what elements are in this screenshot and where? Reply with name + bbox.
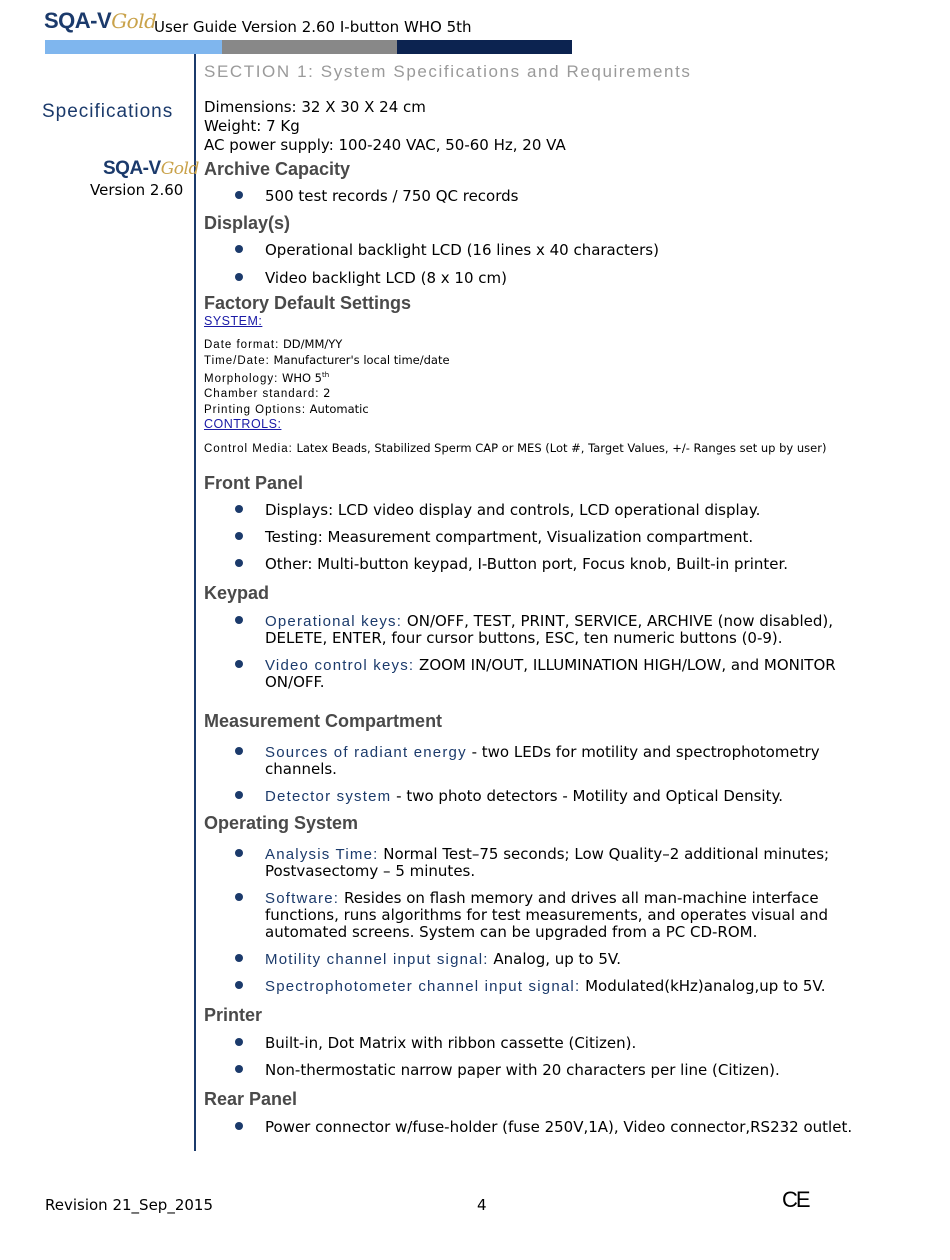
heading-displays: Display(s) (204, 213, 291, 233)
bullet-icon (235, 893, 243, 901)
setting-printing-options: Printing Options: Automatic (204, 401, 369, 416)
header-bar-light (45, 40, 222, 54)
header-logo-main: SQA-V (44, 8, 112, 33)
list-item: 500 test records / 750 QC records (204, 188, 884, 205)
heading-printer: Printer (204, 1004, 263, 1025)
list-item: Non-thermostatic narrow paper with 20 characters per line (Citizen). (204, 1062, 884, 1079)
list-item: Spectrophotometer channel input signal: Modulated(kHz)analog,up to 5V. (204, 978, 884, 995)
bullet-icon (235, 1038, 243, 1046)
list-item: Operational keys: ON/OFF, TEST, PRINT, SERVICE, ARCHIVE (now disabled), DELETE, ENTER, four cursor buttons, ESC, ten numeric buttons (0-9). (204, 613, 884, 647)
sidebar-logo-gold: Gold (160, 159, 199, 179)
bullet-icon (235, 1065, 243, 1073)
ce-mark-icon: CE (782, 1187, 809, 1212)
header-logo-gold: Gold (111, 9, 157, 33)
system-settings (204, 337, 884, 417)
heading-archive: Archive Capacity (204, 159, 351, 179)
heading-keypad: Keypad (204, 582, 270, 603)
page-number: 4 (477, 1196, 487, 1214)
basic-specs (204, 98, 884, 155)
list-item: Other: Multi-button keypad, I-Button port, Focus knob, Built-in printer. (204, 556, 884, 573)
heading-factory-defaults: Factory Default Settings (204, 293, 412, 313)
header-logo (44, 8, 156, 34)
system-label: SYSTEM: (204, 314, 263, 328)
bullet-icon (235, 505, 243, 513)
setting-chamber-standard: Chamber standard: 2 (204, 386, 331, 401)
main-content (204, 62, 884, 1136)
bullet-icon (235, 273, 243, 281)
setting-date-format: Date format: DD/MM/YY (204, 337, 343, 351)
heading-front-panel: Front Panel (204, 472, 304, 493)
document-title: User Guide Version 2.60 I-button WHO 5th (154, 18, 472, 36)
bullet-icon (235, 532, 243, 540)
bullet-icon (235, 245, 243, 253)
list-item: Motility channel input signal: Analog, up to 5V. (204, 951, 884, 968)
bullet-icon (235, 616, 243, 624)
sidebar-version: Version 2.60 (90, 181, 184, 199)
bullet-icon (235, 660, 243, 668)
spec-weight: Weight: 7 Kg (204, 117, 300, 135)
heading-rear-panel: Rear Panel (204, 1088, 298, 1109)
list-item: Sources of radiant energy - two LEDs for motility and spectrophotometry channels. (204, 744, 884, 778)
list-item: Testing: Measurement compartment, Visualization compartment. (204, 529, 884, 546)
list-item: Software: Resides on flash memory and drives all man-machine interface functions, runs algorithms for test measurements, and operates visual and automated screens. System can be upgraded from a PC CD-ROM. (204, 890, 884, 941)
setting-control-media: Control Media: Latex Beads, Stabilized Sperm CAP or MES (Lot #, Target Values, +/- Ranges set up by user) (204, 441, 827, 456)
section-title: SECTION 1: System Specifications and Requirements (204, 62, 692, 81)
header-bar-dark (397, 40, 572, 54)
controls-label: CONTROLS: (204, 417, 282, 432)
sidebar-logo (103, 158, 199, 180)
list-item: Video control keys: ZOOM IN/OUT, ILLUMINATION HIGH/LOW, and MONITOR ON/OFF. (204, 657, 884, 691)
list-item: Displays: LCD video display and controls, LCD operational display. (204, 502, 884, 519)
bullet-icon (235, 747, 243, 755)
list-item: Detector system - two photo detectors - Motility and Optical Density. (204, 788, 884, 805)
setting-morphology: Morphology: WHO 5th (204, 370, 330, 385)
bullet-icon (235, 954, 243, 962)
list-item: Video backlight LCD (8 x 10 cm) (204, 270, 884, 287)
spec-dimensions: Dimensions: 32 X 30 X 24 cm (204, 98, 426, 116)
footer-revision: Revision 21_Sep_2015 (45, 1196, 213, 1214)
spec-power: AC power supply: 100-240 VAC, 50-60 Hz, 20 VA (204, 136, 566, 154)
list-item: Operational backlight LCD (16 lines x 40 characters) (204, 242, 884, 259)
sidebar-section-label: Specifications (42, 101, 174, 122)
sidebar-divider (194, 54, 196, 1151)
bullet-icon (235, 1122, 243, 1130)
bullet-icon (235, 849, 243, 857)
sidebar-logo-main: SQA-V (103, 158, 161, 179)
bullet-icon (235, 981, 243, 989)
bullet-icon (235, 791, 243, 799)
list-item: Analysis Time: Normal Test–75 seconds; Low Quality–2 additional minutes; Postvasectomy – 5 minutes. (204, 846, 884, 880)
header-bar-gray (222, 40, 397, 54)
list-item: Power connector w/fuse-holder (fuse 250V,1A), Video connector,RS232 outlet. (204, 1119, 884, 1136)
heading-operating-system: Operating System (204, 812, 359, 833)
setting-time-date: Time/Date: Manufacturer's local time/date (204, 352, 450, 367)
heading-measurement: Measurement Compartment (204, 710, 443, 731)
bullet-icon (235, 191, 243, 199)
list-item: Built-in, Dot Matrix with ribbon cassette (Citizen). (204, 1035, 884, 1052)
bullet-icon (235, 559, 243, 567)
